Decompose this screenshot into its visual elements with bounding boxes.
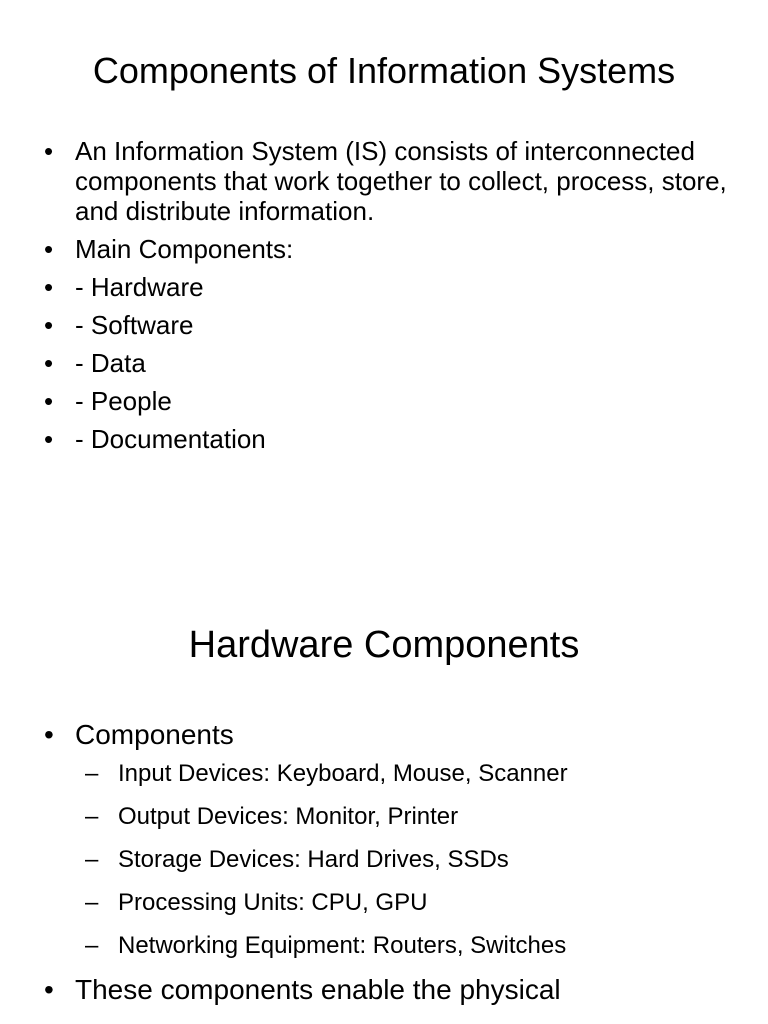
bullet-text: An Information System (IS) consists of interconnected components that work together to collect, process, store, and distribute information.	[75, 136, 727, 226]
sub-bullet-list	[75, 758, 728, 962]
bullet-item	[44, 348, 728, 378]
bullet-item	[44, 424, 728, 454]
sub-bullet-item	[85, 801, 728, 833]
bullet-icon: •	[44, 974, 54, 1005]
bullet-text: - People	[75, 386, 172, 416]
bullet-icon: •	[44, 719, 54, 750]
bullet-icon: •	[44, 234, 54, 264]
bullet-icon: •	[44, 386, 54, 416]
dash-icon: –	[85, 803, 99, 830]
bullet-text: - Data	[75, 348, 146, 378]
sub-bullet-text: Storage Devices: Hard Drives, SSDs	[118, 846, 509, 873]
bullet-item	[44, 136, 728, 226]
sub-bullet-item	[85, 758, 728, 790]
bullet-item	[44, 272, 728, 302]
bullet-text: - Documentation	[75, 424, 266, 454]
bullet-icon: •	[44, 136, 54, 166]
slide-hardware-components	[0, 576, 768, 1024]
slide-title: Components of Information Systems	[92, 50, 676, 91]
dash-icon: –	[85, 846, 99, 873]
bullet-list	[44, 136, 728, 462]
bullet-list	[44, 718, 728, 1015]
bullet-icon: •	[44, 272, 54, 302]
sub-bullet-text: Networking Equipment: Routers, Switches	[118, 932, 567, 959]
sub-bullet-item	[85, 930, 728, 962]
bullet-text: Components	[75, 719, 234, 750]
bullet-text: These components enable the physical	[75, 974, 561, 1005]
sub-bullet-text: Processing Units: CPU, GPU	[118, 889, 428, 916]
bullet-text: - Hardware	[75, 272, 204, 302]
bullet-text: - Software	[75, 310, 194, 340]
bullet-item	[44, 386, 728, 416]
sub-bullet-text: Input Devices: Keyboard, Mouse, Scanner	[118, 760, 568, 787]
bullet-text: Main Components:	[75, 234, 294, 264]
bullet-item	[44, 234, 728, 264]
dash-icon: –	[85, 760, 99, 787]
bullet-icon: •	[44, 310, 54, 340]
bullet-icon: •	[44, 348, 54, 378]
bullet-icon: •	[44, 424, 54, 454]
bullet-item	[44, 973, 728, 1007]
dash-icon: –	[85, 932, 99, 959]
sub-bullet-item	[85, 887, 728, 919]
sub-bullet-item	[85, 844, 728, 876]
bullet-item	[44, 310, 728, 340]
sub-bullet-text: Output Devices: Monitor, Printer	[118, 803, 459, 830]
slide-title: Hardware Components	[188, 624, 580, 666]
bullet-item	[44, 718, 728, 962]
dash-icon: –	[85, 889, 99, 916]
